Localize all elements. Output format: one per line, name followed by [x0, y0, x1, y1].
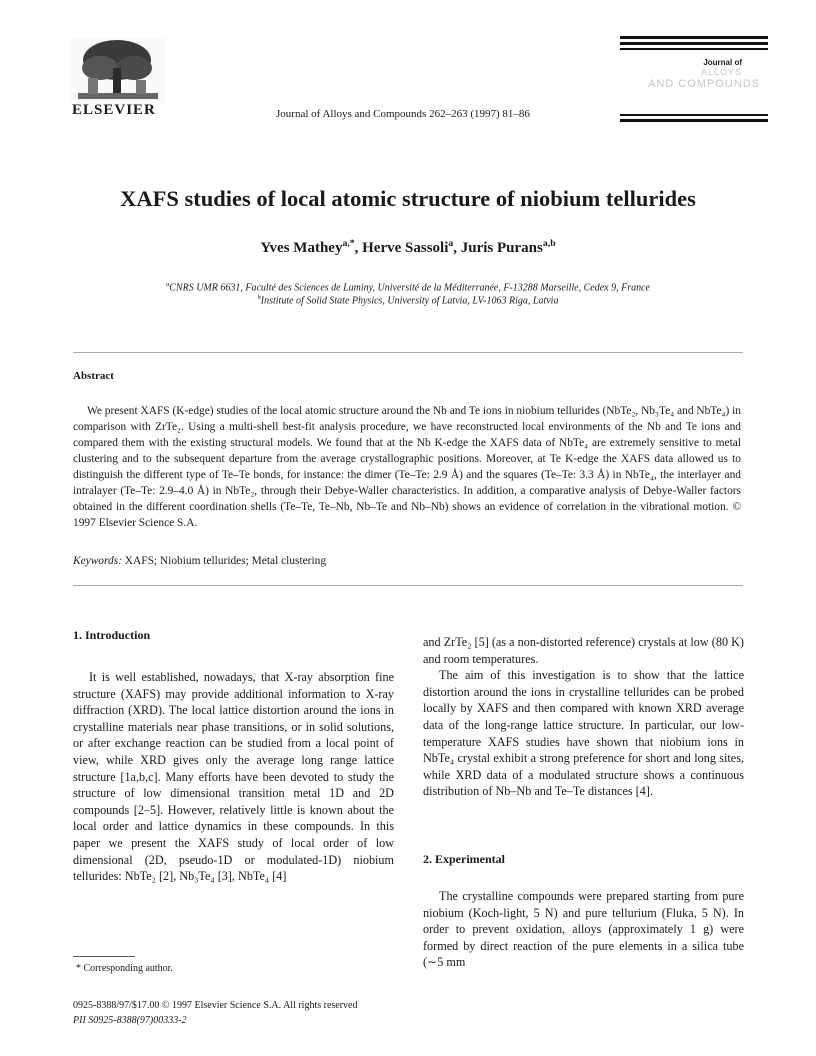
journal-logo-line2: ALLOYS	[700, 67, 742, 77]
paragraph: The crystalline compounds were prepared starting from pure niobium (Koch-light, 5 N) and pure tellurium (Fluka, 5 N). In order to prevent oxidation, alloys (approximately 1 g) were formed by direct reaction of the pure elements in a silica tube (∼5 mm	[423, 889, 744, 970]
affiliation-mark: b	[257, 294, 261, 301]
affiliation-b	[0, 294, 816, 306]
author-affiliation-mark: a,*	[342, 238, 355, 249]
publisher-name: ELSEVIER	[72, 102, 156, 118]
affiliation-a	[0, 281, 816, 293]
keywords-list: XAFS; Niobium tellurides; Metal clustering	[124, 555, 327, 567]
author-name: Juris Purans	[460, 240, 543, 256]
author-affiliation-mark: a	[448, 238, 454, 249]
journal-logo-line1: Journal of	[703, 58, 742, 67]
paragraph: and ZrTe₂ [5] (as a non-distorted reference) crystals at low (80 K) and room temperatures.	[423, 635, 744, 666]
introduction-continued	[423, 634, 744, 800]
author-list: Yves Mathey$^{a,*}$, Herve Sassoli$^a$, Juris Purans$^{a,b}$	[260, 238, 556, 256]
introduction-text	[73, 669, 394, 885]
journal-logo	[620, 36, 768, 126]
footnote-divider	[73, 956, 135, 957]
experimental-text	[423, 888, 744, 971]
affiliation-mark: a	[166, 281, 170, 288]
abstract-heading: Abstract	[73, 370, 114, 382]
pii-line: PII S0925-8388(97)00333-2	[73, 1015, 187, 1026]
author-name: Herve Sassoli	[362, 240, 449, 256]
author-name: Yves Mathey	[260, 240, 343, 256]
paragraph: It is well established, nowadays, that X-ray absorption fine structure (XAFS) may provide additional information to X-ray diffraction (XRD). The local lattice distortion around the ions in crystalline materials near phase transitions, or in solid solutions, or after exchange reaction can be studied from a local point of view, while XRD gives only the average long range lattice structure [1a,b,c]. Many efforts have been devoted to study the structure of low dimensional transition metal 1D and 2D compounds [2–5]. However, relatively little is known about the local order and lattice dynamics in these compounds. In this paper we present the XAFS study of local order of low dimensional (2D, pseudo-1D or modulated-1D) niobium tellurides: NbTe₂ [2], Nb₃Te₄ [3], NbTe₄ [4]	[73, 670, 394, 884]
abstract-text: We present XAFS (K-edge) studies of the local atomic structure around the Nb and Te ions in niobium tellurides (NbTe₂, Nb₃Te₄ and NbTe₄) in comparison with ZrTe₂. Using a multi-shell best-fit analysis procedure, we have reconstructed local environments of the Nb and Te ions and compared them with the existing structural models. We found that at the Nb K-edge the XAFS data of NbTe₄ are extremely sensitive to metal clustering and to the subsequent departure from the average crystallographic positions. Moreover, at Te K-edge the XAFS data allowed us to distinguish the different type of Te–Te bonds, for instance: the dimer (Te–Te: 2.9 Å) and the squares (Te–Te: 3.3 Å) in NbTe₄, the interlayer and intralayer (Te–Te: 2.9–4.0 Å) in NbTe₂, through their Debye-Waller characteristics. In addition, a comparative analysis of Debye-Waller factors obtained in the different coordination shells (Te–Te, Te–Nb, Nb–Te and Nb–Nb) shows an evidence of correlation in the vibrational motion. © 1997 Elsevier Science S.A.	[73, 405, 741, 529]
author-affiliation-mark: a,b	[542, 238, 556, 249]
section-heading-introduction: 1. Introduction	[73, 628, 151, 642]
keywords-label: Keywords:	[73, 555, 122, 567]
journal-citation: Journal of Alloys and Compounds 262–263 (1997) 81–86	[276, 108, 530, 120]
affiliation-text: Institute of Solid State Physics, University of Latvia, LV-1063 Riga, Latvia	[260, 295, 559, 307]
journal-logo-line3: AND COMPOUNDS	[647, 78, 760, 90]
article-title: XAFS studies of local atomic structure of niobium tellurides	[120, 186, 696, 211]
section-heading-experimental: 2. Experimental	[423, 852, 505, 866]
paragraph: The aim of this investigation is to show that the lattice distortion around the ions in crystalline tellurides can be probed locally by XAFS and then compared with known XRD average data of the long-range lattice structure. In particular, our low-temperature XAFS studies have shown that niobium ions in NbTe₄ crystal exhibit a strong preference for short and long sites, while XRD data of a modulated structure shows a continuous distribution of Nb–Nb and Te–Te distances [4].	[423, 668, 744, 799]
affiliation-text: CNRS UMR 6631, Faculté des Sciences de Luminy, Université de la Méditerranée, F-13288 Marseille, Cedex 9, France	[169, 282, 650, 294]
keywords	[73, 555, 326, 567]
footnote: * Corresponding author.	[76, 963, 173, 974]
copyright-line: 0925-8388/97/$17.00 © 1997 Elsevier Science S.A. All rights reserved	[73, 1000, 358, 1011]
divider	[73, 352, 743, 353]
divider	[73, 585, 743, 586]
